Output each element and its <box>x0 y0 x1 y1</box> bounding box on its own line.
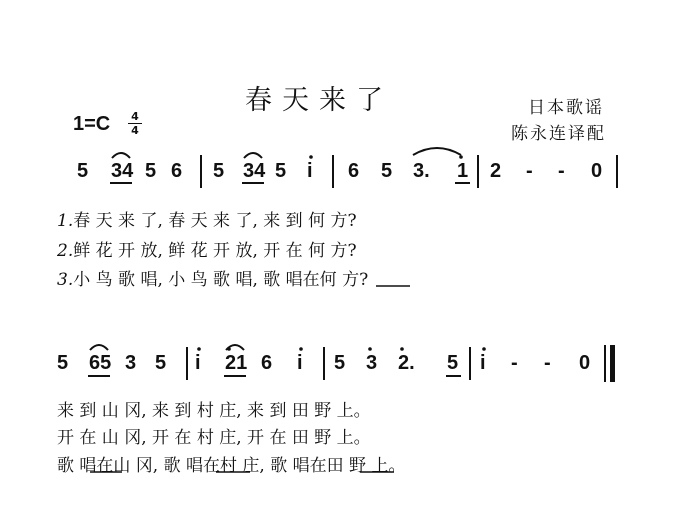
octave-dot <box>299 347 303 351</box>
lyric-line: 歌 唱在山 冈, 歌 唱在村 庄, 歌 唱在田 野 上。 <box>57 456 406 476</box>
note: i <box>195 352 201 374</box>
octave-dot <box>197 347 201 351</box>
note: 6 <box>348 160 360 182</box>
note: 6 <box>171 160 183 182</box>
credit-translator: 陈永连译配 <box>511 124 606 144</box>
lyric-line: 开 在 山 冈, 开 在 村 庄, 开 在 田 野 上。 <box>57 428 371 448</box>
note: 65 <box>89 352 112 374</box>
lyric-text: 春 天 来 了, 春 天 来 了, 来 到 何 方? <box>73 211 357 231</box>
lyric-text: 鲜 花 开 放, 鲜 花 开 放, 开 在 何 方? <box>73 241 357 261</box>
note: - <box>544 352 551 374</box>
note: i <box>307 160 313 182</box>
note: i <box>297 352 303 374</box>
octave-dot <box>309 155 313 159</box>
slur <box>413 148 461 155</box>
octave-dot <box>459 155 463 159</box>
note: i <box>480 352 486 374</box>
time-signature-bottom: 4 <box>131 124 139 137</box>
slur <box>90 345 108 350</box>
slur <box>244 153 262 158</box>
note: 5 <box>145 160 157 182</box>
note: 1 <box>457 160 469 182</box>
lyric-line: 来 到 山 冈, 来 到 村 庄, 来 到 田 野 上。 <box>57 401 371 421</box>
note: - <box>558 160 565 182</box>
note: 5 <box>381 160 393 182</box>
note: 3. <box>413 160 430 182</box>
octave-dot <box>368 347 372 351</box>
note: 5 <box>57 352 69 374</box>
octave-dot <box>227 347 231 351</box>
note: 2 <box>490 160 502 182</box>
time-signature-top: 4 <box>131 110 139 123</box>
note: 5 <box>155 352 167 374</box>
verse-number: 2. <box>57 241 74 261</box>
note: 0 <box>591 160 603 182</box>
note: 3 <box>125 352 137 374</box>
note: 6 <box>261 352 273 374</box>
verse-number: 1. <box>57 211 74 231</box>
note: 5 <box>447 352 459 374</box>
note: 21 <box>225 352 248 374</box>
song-title: 春天来了 <box>245 85 393 116</box>
lyric-text: 小 鸟 歌 唱, 小 鸟 歌 唱, 歌 唱在何 方? <box>73 270 369 290</box>
octave-dot <box>482 347 486 351</box>
final-barline-thick <box>610 345 615 382</box>
note: 5 <box>334 352 346 374</box>
note: - <box>511 352 518 374</box>
note: 3 <box>366 352 378 374</box>
note: 2. <box>398 352 415 374</box>
note: 5 <box>77 160 89 182</box>
credit-origin: 日本歌谣 <box>528 98 604 118</box>
note: - <box>526 160 533 182</box>
note: 5 <box>213 160 225 182</box>
octave-dot <box>400 347 404 351</box>
key-signature: 1=C <box>73 113 111 135</box>
note: 34 <box>111 160 134 182</box>
verse-number: 3. <box>57 270 74 290</box>
slur <box>112 153 130 158</box>
note: 34 <box>243 160 266 182</box>
note: 5 <box>275 160 287 182</box>
note: 0 <box>579 352 591 374</box>
